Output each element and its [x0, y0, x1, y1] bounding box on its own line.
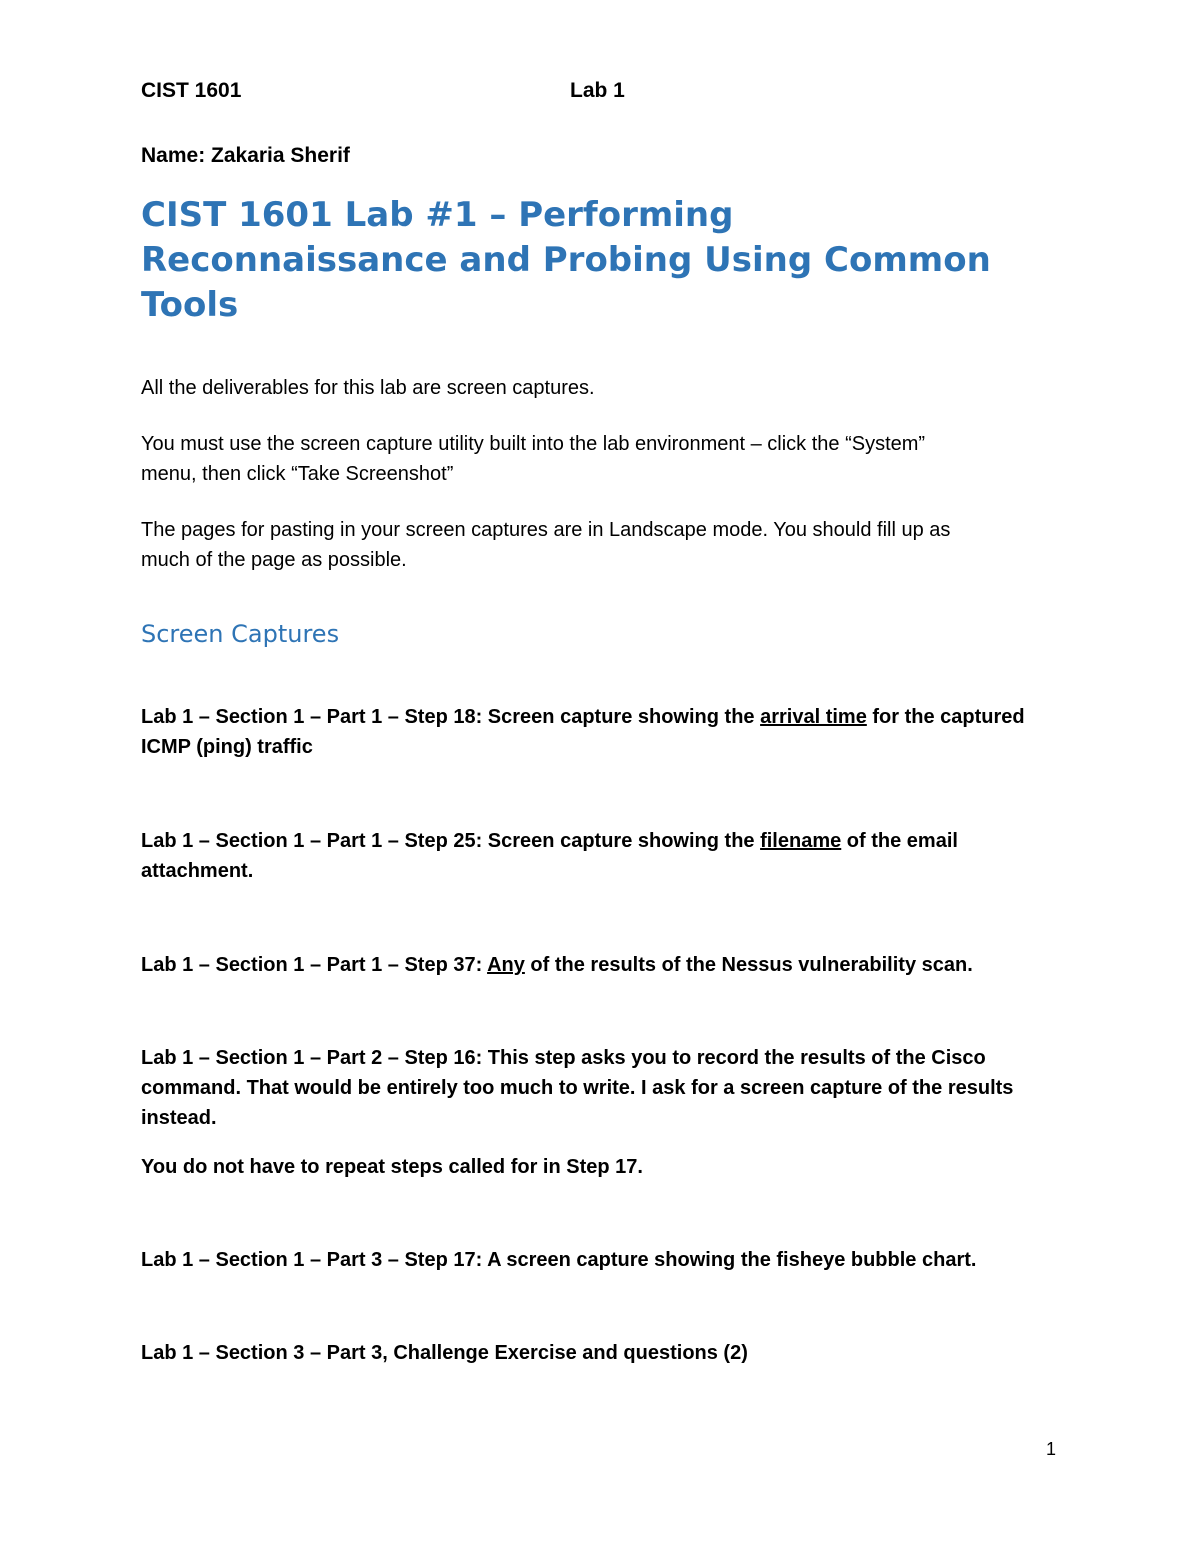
item-2-line-1 [141, 826, 1071, 856]
deliverable-item-part-2-step-16 [141, 1043, 1071, 1133]
title-line-2: Reconnaissance and Probing Using Common [141, 240, 991, 280]
deliverable-item-note [141, 1152, 1071, 1182]
item-4-line-2: command. That would be entirely too much to write. I ask for a screen capture of the results [141, 1077, 1014, 1099]
deliverable-item-step-18 [141, 702, 1071, 762]
item-1-line-1 [141, 702, 1071, 732]
item-1-suffix: for the captured [866, 706, 1025, 728]
item-3-suffix: of the results of the Nessus vulnerability scan. [524, 954, 973, 976]
student-name: Name: Zakaria Sherif [141, 144, 350, 167]
item-1-emphasis: arrival time [760, 706, 867, 728]
item-2-suffix: of the email [841, 830, 958, 852]
item-1-prefix: Lab 1 – Section 1 – Part 1 – Step 18: Screen capture showing the [141, 706, 761, 728]
intro-p3-line-2: much of the page as possible. [141, 549, 407, 571]
item-3-emphasis: Any [487, 954, 525, 976]
item-6-line-1: Lab 1 – Section 3 – Part 3, Challenge Exercise and questions (2) [141, 1342, 748, 1364]
deliverable-item-challenge [141, 1338, 1071, 1368]
item-2-prefix: Lab 1 – Section 1 – Part 1 – Step 25: Screen capture showing the [141, 830, 761, 852]
item-4-line-3: instead. [141, 1107, 217, 1129]
intro-paragraph-1 [141, 373, 1071, 403]
item-3-prefix: Lab 1 – Section 1 – Part 1 – Step 37: [141, 954, 488, 976]
document-title [141, 193, 1061, 328]
item-2-line-2: attachment. [141, 860, 254, 882]
item-4-line-1: Lab 1 – Section 1 – Part 2 – Step 16: This step asks you to record the results of the Cisco [141, 1047, 986, 1069]
item-4-note: You do not have to repeat steps called for in Step 17. [141, 1156, 643, 1178]
section-heading-screen-captures: Screen Captures [141, 620, 340, 648]
intro-p2-line-2: menu, then click “Take Screenshot” [141, 463, 454, 485]
item-1-line-2: ICMP (ping) traffic [141, 736, 313, 758]
item-3-line-1 [141, 950, 1071, 980]
item-5-line-1: Lab 1 – Section 1 – Part 3 – Step 17: A screen capture showing the fisheye bubble chart. [141, 1249, 977, 1271]
intro-p3-line-1: The pages for pasting in your screen captures are in Landscape mode. You should fill up as [141, 519, 951, 541]
header-course: CIST 1601 [141, 79, 242, 102]
intro-p2-line-1: You must use the screen capture utility built into the lab environment – click the “System” [141, 433, 926, 455]
deliverable-item-step-37 [141, 950, 1071, 980]
intro-p1-text: All the deliverables for this lab are screen captures. [141, 377, 595, 399]
title-line-3: Tools [141, 285, 239, 325]
item-2-emphasis: filename [760, 830, 842, 852]
deliverable-item-part-3-step-17 [141, 1245, 1071, 1275]
deliverable-item-step-25 [141, 826, 1071, 886]
intro-paragraph-2 [141, 429, 1071, 489]
page-number: 1 [1046, 1439, 1057, 1459]
intro-paragraph-3 [141, 515, 1071, 575]
header-lab: Lab 1 [570, 79, 625, 102]
title-line-1: CIST 1601 Lab #1 – Performing [141, 195, 734, 235]
